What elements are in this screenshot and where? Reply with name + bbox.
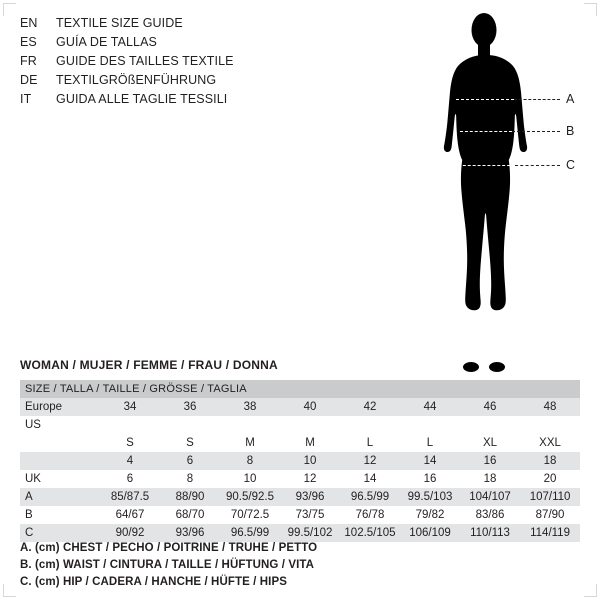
measure-line-c-inner xyxy=(453,165,515,166)
cell: 18 xyxy=(520,452,580,470)
cell: 96.5/99 xyxy=(220,524,280,542)
cell xyxy=(520,416,580,434)
language-text: GUÍA DE TALLAS xyxy=(56,35,157,49)
language-code: FR xyxy=(20,54,37,68)
cell: 106/109 xyxy=(400,524,460,542)
size-table xyxy=(20,380,580,542)
cell: 12 xyxy=(280,470,340,488)
corner-mark-top-left xyxy=(3,3,16,16)
cell: 68/70 xyxy=(160,506,220,524)
cell: XL xyxy=(460,434,520,452)
language-code: ES xyxy=(20,35,37,49)
legend-row-c: C. (cm) HIP / CADERA / HANCHE / HÜFTE / HIPS xyxy=(20,576,288,588)
measure-line-b-outer xyxy=(512,131,560,132)
cell: 102.5/105 xyxy=(340,524,400,542)
cell: 18 xyxy=(460,470,520,488)
cell: 10 xyxy=(220,470,280,488)
measure-line-c-outer xyxy=(515,165,560,166)
cell xyxy=(460,416,520,434)
section-title-woman: WOMAN / MUJER / FEMME / FRAU / DONNA xyxy=(20,358,278,372)
row-label: A xyxy=(20,488,100,506)
cell: 96.5/99 xyxy=(340,488,400,506)
cell: M xyxy=(280,434,340,452)
cell: 48 xyxy=(520,398,580,416)
cell: 73/75 xyxy=(280,506,340,524)
cell: 36 xyxy=(160,398,220,416)
cell xyxy=(160,416,220,434)
cell: 76/78 xyxy=(340,506,400,524)
corner-mark-bottom-right xyxy=(584,584,597,597)
language-code: DE xyxy=(20,73,38,87)
table-row xyxy=(20,488,580,506)
cell: L xyxy=(340,434,400,452)
cell xyxy=(100,416,160,434)
cell: 44 xyxy=(400,398,460,416)
cell: 90.5/92.5 xyxy=(220,488,280,506)
measure-line-a-inner xyxy=(456,99,514,100)
cell: 87/90 xyxy=(520,506,580,524)
cell: 42 xyxy=(340,398,400,416)
language-text: GUIDE DES TAILLES TEXTILE xyxy=(56,54,234,68)
cell: 12 xyxy=(340,452,400,470)
table-row xyxy=(20,452,580,470)
language-text: TEXTILE SIZE GUIDE xyxy=(56,16,183,30)
cell: 4 xyxy=(100,452,160,470)
cell: 16 xyxy=(460,452,520,470)
corner-mark-bottom-left xyxy=(3,584,16,597)
table-row xyxy=(20,416,580,434)
measure-label-b: B xyxy=(566,124,575,138)
cell xyxy=(280,416,340,434)
cell: 88/90 xyxy=(160,488,220,506)
cell: 34 xyxy=(100,398,160,416)
cell: 14 xyxy=(340,470,400,488)
female-body-figure xyxy=(400,8,590,373)
language-title-list xyxy=(20,16,320,111)
cell: S xyxy=(100,434,160,452)
cell: M xyxy=(220,434,280,452)
table-header-label: SIZE / TALLA / TAILLE / GRÖSSE / TAGLIA xyxy=(20,380,580,398)
language-text: GUIDA ALLE TAGLIE TESSILI xyxy=(56,92,228,106)
cell: 14 xyxy=(400,452,460,470)
cell: 40 xyxy=(280,398,340,416)
cell: 99.5/103 xyxy=(400,488,460,506)
row-label: US xyxy=(20,416,100,434)
cell: 70/72.5 xyxy=(220,506,280,524)
cell: 8 xyxy=(220,452,280,470)
table-row xyxy=(20,470,580,488)
cell xyxy=(340,416,400,434)
cell: 6 xyxy=(100,470,160,488)
row-label: Europe xyxy=(20,398,100,416)
cell: 10 xyxy=(280,452,340,470)
cell: XXL xyxy=(520,434,580,452)
cell: 110/113 xyxy=(460,524,520,542)
cell: 114/119 xyxy=(520,524,580,542)
language-text: TEXTILGRÖßENFÜHRUNG xyxy=(56,73,217,87)
cell xyxy=(400,416,460,434)
cell: S xyxy=(160,434,220,452)
row-label xyxy=(20,434,100,452)
row-label: B xyxy=(20,506,100,524)
language-row xyxy=(20,35,320,54)
language-row xyxy=(20,73,320,92)
table-header-row xyxy=(20,380,580,398)
measure-line-a-outer xyxy=(514,99,560,100)
cell: 83/86 xyxy=(460,506,520,524)
row-label xyxy=(20,452,100,470)
measure-line-b-inner xyxy=(460,131,512,132)
row-label: C xyxy=(20,524,100,542)
language-row xyxy=(20,16,320,35)
language-row xyxy=(20,92,320,111)
cell: 64/67 xyxy=(100,506,160,524)
measure-label-a: A xyxy=(566,92,575,106)
female-silhouette-icon xyxy=(400,8,590,373)
cell: 90/92 xyxy=(100,524,160,542)
row-label: UK xyxy=(20,470,100,488)
legend-row-a: A. (cm) CHEST / PECHO / POITRINE / TRUHE / PETTO xyxy=(20,542,318,554)
cell: L xyxy=(400,434,460,452)
cell: 107/110 xyxy=(520,488,580,506)
cell: 20 xyxy=(520,470,580,488)
table-row xyxy=(20,398,580,416)
cell: 93/96 xyxy=(280,488,340,506)
cell: 8 xyxy=(160,470,220,488)
language-code: EN xyxy=(20,16,38,30)
cell: 46 xyxy=(460,398,520,416)
table-row xyxy=(20,506,580,524)
cell: 85/87.5 xyxy=(100,488,160,506)
cell: 38 xyxy=(220,398,280,416)
legend-row-b: B. (cm) WAIST / CINTURA / TAILLE / HÜFTUNG / VITA xyxy=(20,559,315,571)
language-row xyxy=(20,54,320,73)
cell: 104/107 xyxy=(460,488,520,506)
measurement-legend xyxy=(20,540,580,591)
cell: 93/96 xyxy=(160,524,220,542)
language-code: IT xyxy=(20,92,32,106)
table-row xyxy=(20,434,580,452)
cell: 79/82 xyxy=(400,506,460,524)
cell: 16 xyxy=(400,470,460,488)
cell: 99.5/102 xyxy=(280,524,340,542)
cell: 6 xyxy=(160,452,220,470)
measure-label-c: C xyxy=(566,158,576,172)
cell xyxy=(220,416,280,434)
